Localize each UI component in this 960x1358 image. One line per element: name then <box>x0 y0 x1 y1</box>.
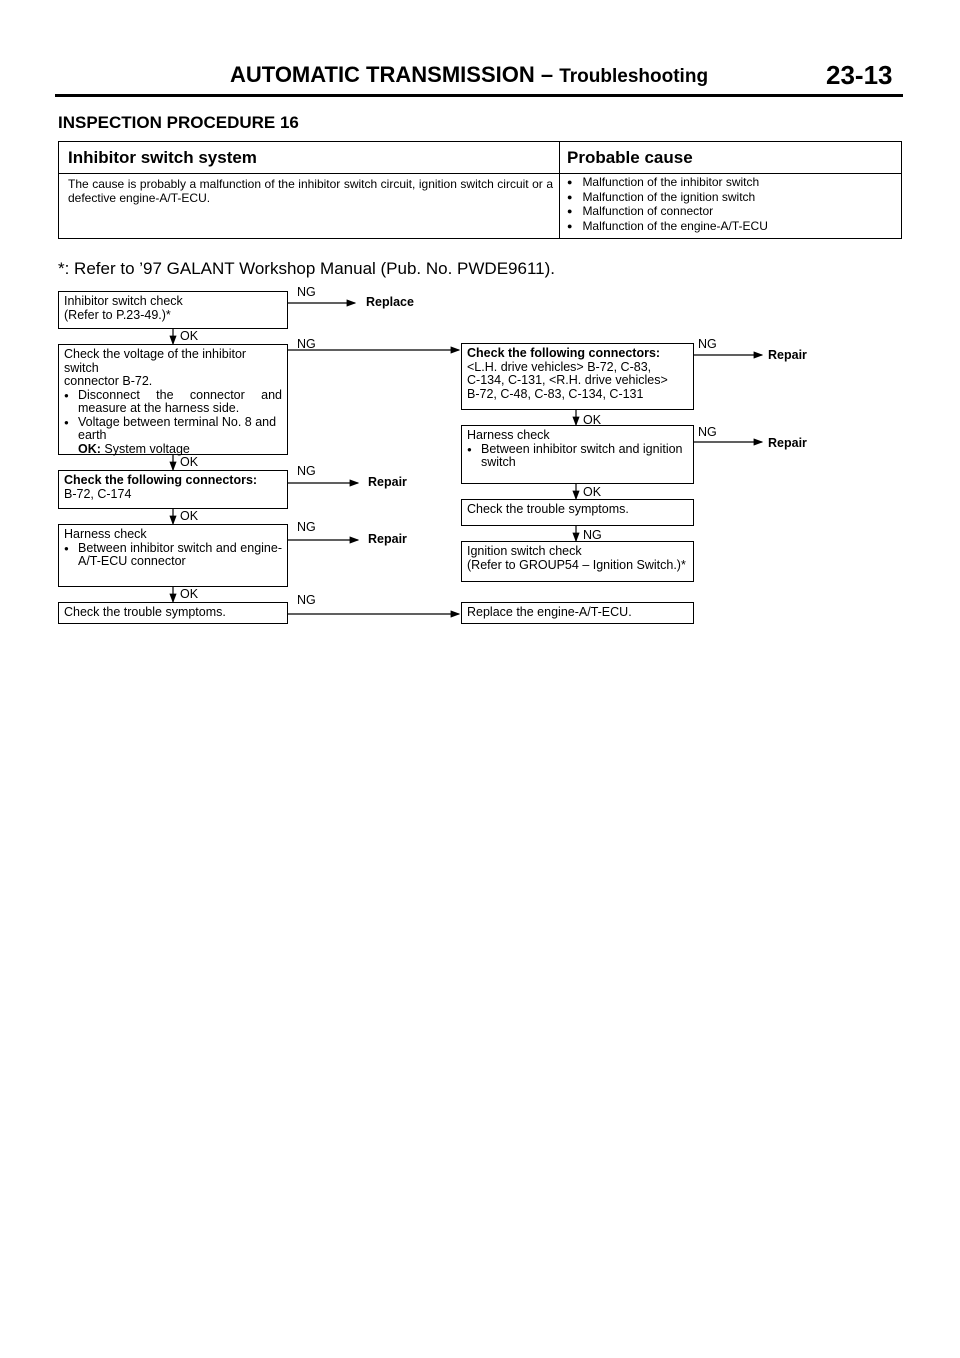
ng-label: NG <box>583 528 602 542</box>
symptom-heading: Inhibitor switch system <box>68 148 257 167</box>
ng-label: NG <box>297 285 316 299</box>
page-number: 23-13 <box>826 60 893 90</box>
ignition-switch-check-box: Ignition switch check (Refer to GROUP54 – Ignition Switch.)* <box>461 541 694 582</box>
probable-cause-heading: Probable cause <box>567 148 693 167</box>
repair-action: Repair <box>368 532 407 546</box>
reference-note: *: Refer to ’97 GALANT Workshop Manual (Pub. No. PWDE9611). <box>58 259 555 278</box>
procedure-title: INSPECTION PROCEDURE 16 <box>58 113 299 132</box>
trouble-symptoms-box: Check the trouble symptoms. <box>461 499 694 526</box>
trouble-symptoms-box: Check the trouble symptoms. <box>58 602 288 624</box>
cause-item: ● Malfunction of the ignition switch <box>567 190 768 205</box>
ng-label: NG <box>297 593 316 607</box>
harness-check-box: Harness check ● Between inhibitor switch and engine-A/T-ECU connector <box>58 524 288 587</box>
ok-label: OK <box>180 587 199 601</box>
connector-check-box: Check the following connectors: <L.H. drive vehicles> B-72, C-83, C-134, C-131, <R.H. drive vehicles> B-72, C-48, C-83, C-134, C-131 <box>461 343 694 410</box>
connector-check-box: Check the following connectors: B-72, C-174 <box>58 470 288 509</box>
ng-label: NG <box>698 425 717 439</box>
voltage-check-box: Check the voltage of the inhibitor switch connector B-72. ● Disconnect the connector and measure at the harness side. ● Voltage between terminal No. 8 and earth OK: System voltage <box>58 344 288 455</box>
cause-item: ● Malfunction of the engine-A/T-ECU <box>567 219 768 234</box>
ok-label: OK <box>180 509 199 523</box>
ng-label: NG <box>698 337 717 351</box>
ok-label: OK <box>583 485 602 499</box>
inhibitor-switch-check-box: Inhibitor switch check (Refer to P.23-49.)* <box>58 291 288 329</box>
harness-check-box: Harness check ● Between inhibitor switch and ignition switch <box>461 425 694 484</box>
ng-label: NG <box>297 520 316 534</box>
ok-label: OK <box>180 455 199 469</box>
repair-action: Repair <box>768 436 807 450</box>
cause-description: The cause is probably a malfunction of the inhibitor switch circuit, ignition switch circuit or a defective engine-A/T-ECU. <box>68 177 553 205</box>
replace-ecu-box: Replace the engine-A/T-ECU. <box>461 602 694 624</box>
replace-action: Replace <box>366 295 414 309</box>
cause-item: ● Malfunction of connector <box>567 204 768 219</box>
ng-label: NG <box>297 337 316 351</box>
repair-action: Repair <box>768 348 807 362</box>
section-title: AUTOMATIC TRANSMISSION – Troubleshooting <box>230 62 709 87</box>
ng-label: NG <box>297 464 316 478</box>
ok-label: OK <box>583 413 602 427</box>
repair-action: Repair <box>368 475 407 489</box>
cause-item: ● Malfunction of the inhibitor switch <box>567 175 768 190</box>
ok-label: OK <box>180 329 199 343</box>
